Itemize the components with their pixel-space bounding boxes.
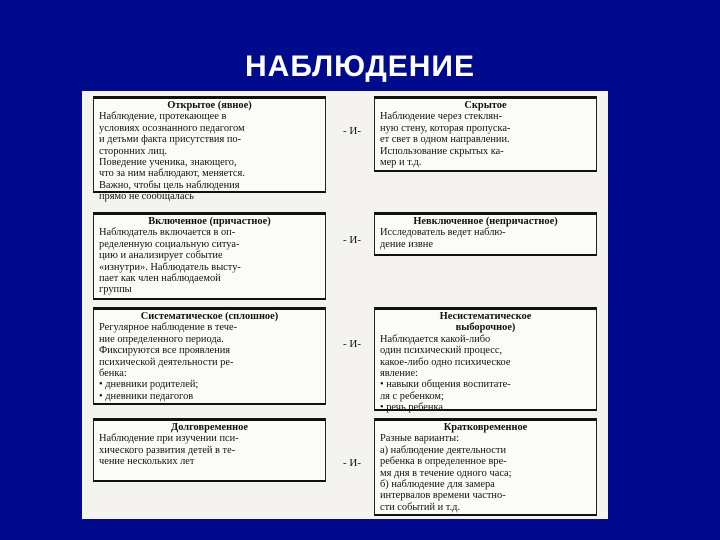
separator-and: - И- bbox=[342, 457, 362, 469]
box-title: Скрытое bbox=[464, 100, 507, 111]
box-text: Наблюдение, протекающее в условиях осознанного педагогом и детьми факта присутствия по- сторонних лиц. Поведение ученика, знающего, что за ним наблюдают, меняется. Важно, чтобы цель наблюдения прямо не сообщалась bbox=[99, 111, 245, 203]
box-non-included-observation bbox=[374, 212, 597, 256]
box-text: Разные варианты: а) наблюдение деятельности ребенка в определенное вре- мя дня в течение одного часа; б) наблюдение для замера интервалов времени частно- сти событий и т.д. bbox=[380, 433, 512, 513]
box-text: Наблюдатель включается в оп- ределенную социальную ситуа- цию и анализирует событие «изнутри». Наблюдатель высту- пает как член наблюдаемой группы bbox=[99, 227, 241, 296]
box-included-observation bbox=[93, 212, 326, 300]
box-title: Включенное (причастное) bbox=[148, 216, 271, 227]
separator-and: - И- bbox=[342, 234, 362, 246]
box-title: Систематическое (сплошное) bbox=[140, 311, 279, 322]
box-open-observation bbox=[93, 96, 326, 203]
box-text: Наблюдение при изучении пси- хического развития детей в те- чение нескольких лет bbox=[99, 433, 239, 468]
box-title: Долговременное bbox=[171, 422, 248, 433]
box-text: Регулярное наблюдение в тече- ние определенного периода. Фиксируются все проявления психической деятельности ре- бенка: • дневники родителей; • дневники педагогов bbox=[99, 322, 238, 402]
box-hidden-observation bbox=[374, 96, 597, 172]
separator-and: - И- bbox=[342, 125, 362, 137]
box-text: Наблюдается какой-либо один психический процесс, какое-либо одно психическое явление: • навыки общения воспитате- ля с ребенком; • речь ребенка bbox=[380, 333, 511, 414]
box-non-systematic-observation bbox=[374, 307, 597, 414]
box-text: Исследователь ведет наблю- дение извне bbox=[380, 227, 506, 250]
box-title: Открытое (явное) bbox=[167, 100, 252, 111]
box-text: Наблюдение через стеклян- ную стену, которая пропуска- ет свет в одном направлении. Использование скрытых ка- мер и т.д. bbox=[380, 111, 511, 169]
box-title: Кратковременное bbox=[443, 422, 528, 433]
box-long-term-observation bbox=[93, 418, 326, 482]
classification-table bbox=[82, 91, 608, 519]
box-systematic-observation bbox=[93, 307, 326, 405]
box-title: Невключенное (непричастное) bbox=[413, 216, 558, 227]
slide-title: НАБЛЮДЕНИЕ bbox=[244, 50, 475, 83]
box-title: Несистематическое выборочное) bbox=[439, 311, 532, 334]
separator-and: - И- bbox=[342, 338, 362, 350]
box-short-term-observation bbox=[374, 418, 597, 516]
